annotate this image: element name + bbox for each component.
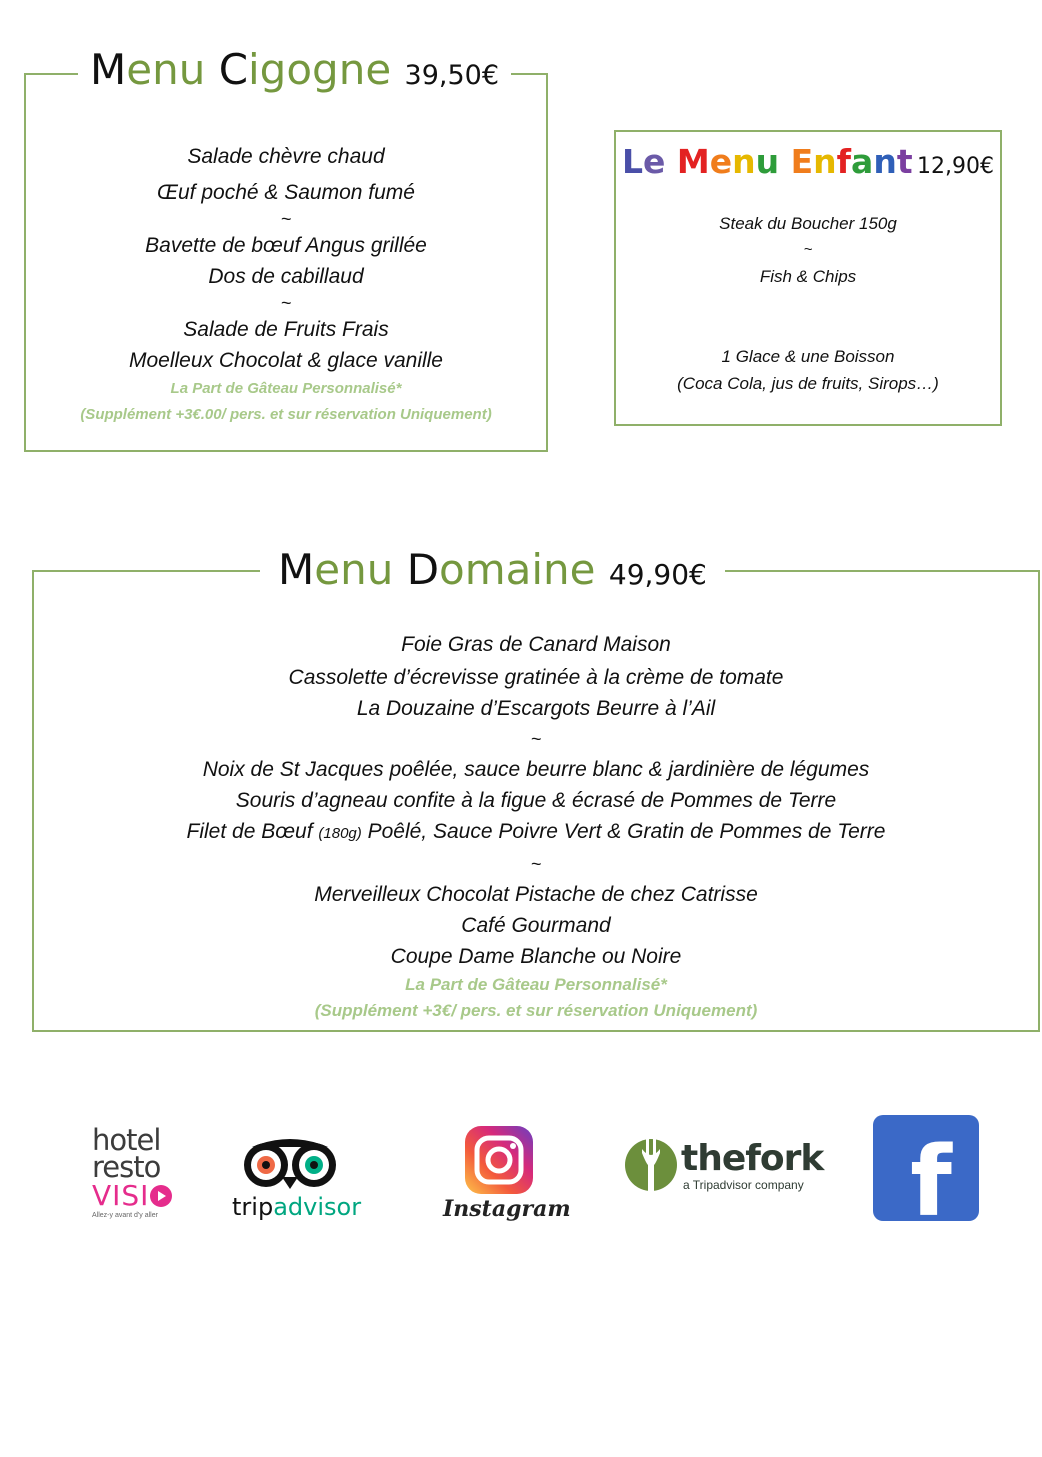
menu-cigogne-items xyxy=(26,137,546,428)
title-text: igogne xyxy=(248,45,392,94)
fork-icon xyxy=(623,1131,679,1193)
instagram-wordmark: Instagram xyxy=(443,1196,571,1222)
menu-item: Salade de Fruits Frais xyxy=(183,318,389,341)
menu-item: Œuf poché & Saumon fumé xyxy=(157,181,415,204)
filet-weight: (180g) xyxy=(318,825,362,842)
title-letter: M xyxy=(676,142,710,181)
supplement-note: (Supplément +3€/ pers. et sur réservation Uniquement) xyxy=(314,1001,758,1020)
course-separator: ~ xyxy=(803,241,813,258)
instagram-icon xyxy=(464,1126,534,1194)
menu-item: Moelleux Chocolat & glace vanille xyxy=(128,349,443,372)
hrv-tagline: Allez-y avant d'y aller xyxy=(92,1212,158,1219)
title-letter: n xyxy=(873,142,897,181)
title-letter: t xyxy=(896,142,913,181)
title-text: omaine xyxy=(439,545,596,594)
title-letter: u xyxy=(755,142,780,181)
facebook-f: f xyxy=(910,1126,952,1221)
course-separator: ~ xyxy=(280,293,292,313)
menu-cigogne-title xyxy=(78,42,511,104)
title-letter: a xyxy=(851,142,874,181)
title-letter xyxy=(665,142,677,181)
thefork-logo[interactable] xyxy=(623,1131,833,1201)
menu-cigogne-price: 39,50€ xyxy=(404,60,500,91)
menu-item: Merveilleux Chocolat Pistache de chez Catrisse xyxy=(314,883,758,906)
title-initial: C xyxy=(218,45,249,94)
menu-enfant-title xyxy=(616,142,1000,181)
menu-item: Foie Gras de Canard Maison xyxy=(401,633,671,656)
title-letter: e xyxy=(709,142,733,181)
course-separator: ~ xyxy=(280,209,292,229)
menu-item: Café Gourmand xyxy=(461,914,611,937)
title-initial: M xyxy=(278,545,315,594)
hotelrestovisio-logo[interactable] xyxy=(92,1123,192,1242)
title-text: enu xyxy=(314,545,407,594)
course-separator: ~ xyxy=(530,854,542,874)
title-letter xyxy=(779,142,791,181)
title-letter: f xyxy=(836,142,852,181)
cake-note: La Part de Gâteau Personnalisé* xyxy=(170,380,402,397)
title-letter: E xyxy=(790,142,814,181)
menu-item: La Douzaine d’Escargots Beurre à l’Ail xyxy=(356,697,716,720)
menu-item: Cassolette d’écrevisse gratinée à la crème de tomate xyxy=(288,666,784,689)
title-initial: M xyxy=(90,45,127,94)
thefork-wordmark: thefork xyxy=(681,1138,824,1179)
cake-note: La Part de Gâteau Personnalisé* xyxy=(405,975,667,994)
menu-domaine-items xyxy=(34,627,1038,1024)
menu-enfant-items xyxy=(616,210,1000,397)
instagram-logo[interactable] xyxy=(443,1126,571,1236)
drinks-note: (Coca Cola, jus de fruits, Sirops…) xyxy=(677,374,939,393)
filet-text: Poêlé, Sauce Poivre Vert & Gratin de Pommes de Terre xyxy=(361,820,886,843)
menu-item xyxy=(34,816,1038,849)
hrv-visio-text xyxy=(92,1181,192,1211)
menu-item: Noix de St Jacques poêlée, sauce beurre blanc & jardinière de légumes xyxy=(202,758,870,781)
filet-text: Filet de Bœuf xyxy=(186,820,319,843)
menu-item: Bavette de bœuf Angus grillée xyxy=(145,234,427,257)
hrv-hotel-text: hotel xyxy=(92,1123,161,1157)
menu-item: Fish & Chips xyxy=(759,267,857,286)
title-letter: n xyxy=(732,142,756,181)
title-initial: D xyxy=(406,545,440,594)
tripadvisor-word-a: trip xyxy=(232,1193,274,1221)
supplement-note: (Supplément +3€.00/ pers. et sur réservation Uniquement) xyxy=(80,406,492,423)
play-icon xyxy=(149,1184,173,1208)
menu-item: Souris d’agneau confite à la figue & écrasé de Pommes de Terre xyxy=(235,789,837,812)
menu-item: Coupe Dame Blanche ou Noire xyxy=(390,945,682,968)
facebook-icon xyxy=(873,1115,979,1221)
title-text: enu xyxy=(126,45,219,94)
menu-cigogne-box xyxy=(24,45,548,452)
title-letter: L xyxy=(621,142,643,181)
title-letter: e xyxy=(643,142,666,181)
tripadvisor-logo[interactable] xyxy=(230,1133,378,1228)
thefork-subtitle: a Tripadvisor company xyxy=(683,1178,804,1192)
title-letter: n xyxy=(813,142,837,181)
tripadvisor-wordmark xyxy=(232,1193,361,1221)
hrv-visio-word: VISI xyxy=(92,1179,150,1212)
menu-enfant-box xyxy=(614,130,1002,426)
menu-item: Salade chèvre chaud xyxy=(187,145,385,168)
menu-enfant-price: 12,90€ xyxy=(917,154,995,179)
menu-domaine-price: 49,90€ xyxy=(608,558,707,591)
menu-domaine-box xyxy=(32,545,1040,1032)
tripadvisor-word-b: advisor xyxy=(273,1193,362,1221)
menu-enfant-title-text xyxy=(622,142,913,181)
hrv-resto-text: resto xyxy=(92,1150,161,1184)
menu-domaine-title xyxy=(260,542,725,603)
facebook-logo[interactable] xyxy=(873,1115,979,1221)
menu-item: Dos de cabillaud xyxy=(208,265,364,288)
owl-icon xyxy=(230,1133,350,1191)
menu-item: 1 Glace & une Boisson xyxy=(721,347,895,366)
course-separator: ~ xyxy=(530,729,542,749)
menu-item: Steak du Boucher 150g xyxy=(719,214,897,233)
